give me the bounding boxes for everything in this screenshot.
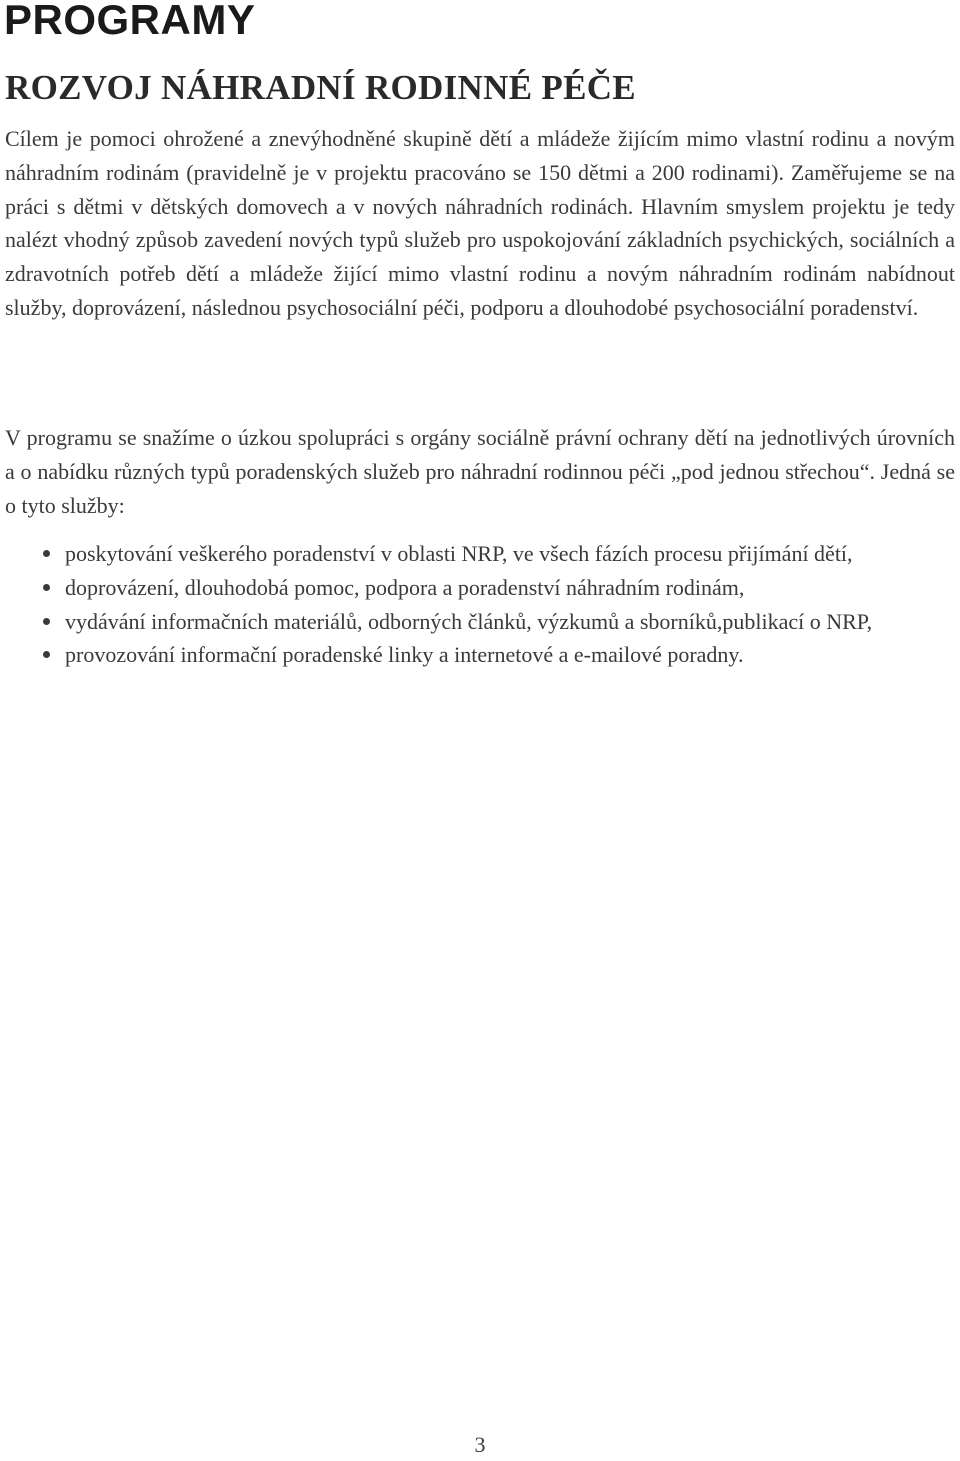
list-item-text: poskytování veškerého poradenství v oblasti NRP, ve všech fázích procesu přijímání dětí, — [65, 541, 853, 566]
section-title: PROGRAMY — [4, 0, 256, 43]
list-item — [5, 605, 955, 639]
list-item-text: provozování informační poradenské linky a internetové a e-mailové poradny. — [65, 642, 744, 668]
list-item-text: vydávání informačních materiálů, odborných článků, výzkumů a sborníků,publikací o NRP, — [65, 608, 873, 634]
bullet-icon — [43, 584, 50, 591]
services-paragraph: V programu se snažíme o úzkou spolupráci s orgány sociálně právní ochrany dětí na jednotlivých úrovních a o nabídku různých typů poradenských služeb pro náhradní rodinnou péči „pod jednou střechou“. Jedná se o tyto služby: — [5, 425, 955, 518]
services-list — [5, 537, 955, 672]
intro-paragraph: Cílem je pomoci ohrožené a znevýhodněné skupině dětí a mládeže žijícím mimo vlastní rodinu a novým náhradním rodinám (pravidelně je v projektu pracováno se 150 dětmi a 200 rodinami). Zaměřujeme se na práci s dětmi v dětských domovech a v nových náhradních rodinách. Hlavním smyslem projektu je tedy nalézt vhodný způsob zavedení nových typů služeb pro uspokojování základních psychických, sociálních a zdravotních potřeb dětí a mládeže žijící mimo vlastní rodinu a novým náhradním rodinám nabídnout služby, doprovázení, následnou psychosociální péči, podporu a dlouhodobé psychosociální poradenství. — [5, 126, 955, 320]
program-subtitle: ROZVOJ NÁHRADNÍ RODINNÉ PÉČE — [5, 68, 636, 107]
bullet-icon — [43, 651, 50, 658]
list-item — [5, 537, 955, 571]
bullet-icon — [43, 550, 50, 557]
page-number: 3 — [474, 1432, 486, 1457]
list-item — [5, 638, 955, 672]
list-item-text: doprovázení, dlouhodobá pomoc, podpora a poradenství náhradním rodinám, — [65, 574, 745, 600]
bullet-icon — [43, 618, 50, 625]
list-item — [5, 571, 955, 605]
